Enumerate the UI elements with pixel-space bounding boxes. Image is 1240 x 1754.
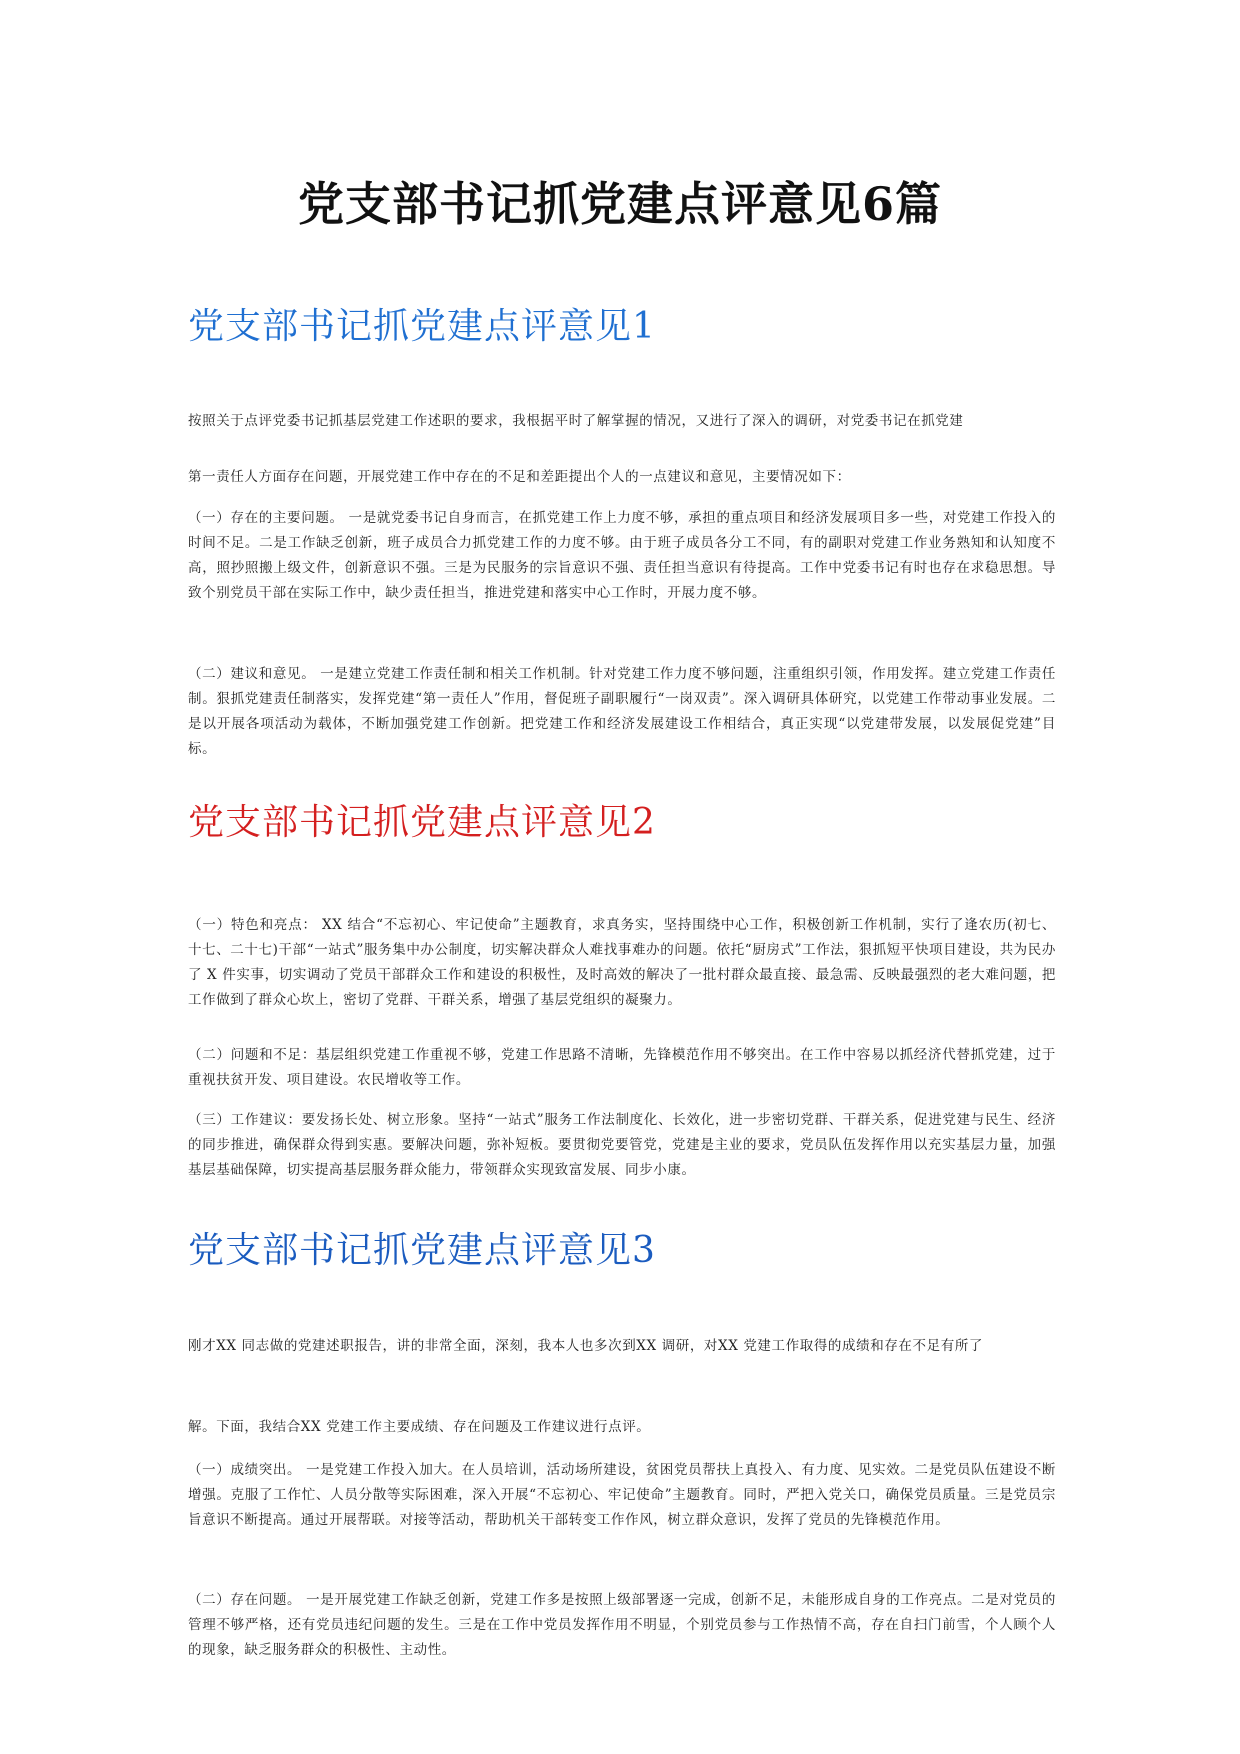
section-2-paragraph-3: （三）工作建议：要发扬长处、树立形象。坚持“一站式”服务工作法制度化、长效化，进一步密切党群、干群关系，促进党建与民生、经济的同步推进，确保群众得到实惠。要解决问题，弥补短板。要贯彻党要管党，党建是主业的要求，党员队伍发挥作用以充实基层力量，加强基层基础保障，切实提高基层服务群众能力，带领群众实现致富发展、同步小康。 <box>188 1112 1056 1178</box>
section-2-paragraph-2: （二）问题和不足：基层组织党建工作重视不够，党建工作思路不清晰，先锋模范作用不够突出。在工作中容易以抓经济代替抓党建，过于重视扶贫开发、项目建设。农民增收等工作。 <box>188 1047 1056 1088</box>
section-1-paragraph-1: 按照关于点评党委书记抓基层党建工作述职的要求，我根据平时了解掌握的情况，又进行了深入的调研，对党委书记在抓党建 <box>188 413 964 429</box>
document-title: 党支部书记抓党建点评意见6篇 <box>297 177 942 231</box>
section-3-title: 党支部书记抓党建点评意见3 <box>188 1230 656 1271</box>
section-3-paragraph-1: 刚才XX 同志做的党建述职报告，讲的非常全面，深刻，我本人也多次到XX 调研，对XX 党建工作取得的成绩和存在不足有所了 <box>188 1338 984 1354</box>
section-1-paragraph-4: （二）建议和意见。 一是建立党建工作责任制和相关工作机制。针对党建工作力度不够问题，注重组织引领，作用发挥。建立党建工作责任制。狠抓党建责任制落实，发挥党建“第一责任人”作用，督促班子副职履行“一岗双责”。深入调研具体研究，以党建工作带动事业发展。二是以开展各项活动为载体，不断加强党建工作创新。把党建工作和经济发展建设工作相结合，真正实现“以党建带发展，以发展促党建”目标。 <box>188 666 1056 757</box>
section-3-paragraph-3: （一）成绩突出。 一是党建工作投入加大。在人员培训，活动场所建设，贫困党员帮扶上真投入、有力度、见实效。二是党员队伍建设不断增强。克服了工作忙、人员分散等实际困难，深入开展“不忘初心、牢记使命”主题教育。同时，严把入党关口，确保党员质量。三是党员宗旨意识不断提高。通过开展帮联。对接等活动，帮助机关干部转变工作作风，树立群众意识，发挥了党员的先锋模范作用。 <box>188 1462 1056 1528</box>
section-1-paragraph-2: 第一责任人方面存在问题，开展党建工作中存在的不足和差距提出个人的一点建议和意见，主要情况如下： <box>188 469 851 485</box>
section-3-paragraph-2: 解。下面，我结合XX 党建工作主要成绩、存在问题及工作建议进行点评。 <box>188 1419 651 1435</box>
section-3-paragraph-4: （二）存在问题。 一是开展党建工作缺乏创新，党建工作多是按照上级部署逐一完成，创新不足，未能形成自身的工作亮点。二是对党员的管理不够严格，还有党员违纪问题的发生。三是在工作中党员发挥作用不明显，个别党员参与工作热情不高，存在自扫门前雪，个人顾个人的现象，缺乏服务群众的积极性、主动性。 <box>188 1592 1056 1658</box>
section-1-paragraph-3: （一）存在的主要问题。 一是就党委书记自身而言，在抓党建工作上力度不够，承担的重点项目和经济发展项目多一些，对党建工作投入的时间不足。二是工作缺乏创新，班子成员合力抓党建工作的力度不够。由于班子成员各分工不同，有的副职对党建工作业务熟知和认知度不高，照抄照搬上级文件，创新意识不强。三是为民服务的宗旨意识不强、责任担当意识有待提高。工作中党委书记有时也存在求稳思想。导致个别党员干部在实际工作中，缺少责任担当，推进党建和落实中心工作时，开展力度不够。 <box>188 510 1056 601</box>
section-2-paragraph-1: （一）特色和亮点： XX 结合“不忘初心、牢记使命”主题教育，求真务实，坚持围绕中心工作，积极创新工作机制，实行了逢农历(初七、十七、二十七)干部“一站式”服务集中办公制度，切实解决群众人难找事难办的问题。依托“厨房式”工作法，狠抓短平快项目建设，共为民办了 X 件实事，切实调动了党员干部群众工作和建设的积极性，及时高效的解决了一批村群众最直接、最急需、反映最强烈的老大难问题，把工作做到了群众心坎上，密切了党群、干群关系，增强了基层党组织的凝聚力。 <box>188 917 1056 1008</box>
section-2-title: 党支部书记抓党建点评意见2 <box>188 802 656 843</box>
section-1-title: 党支部书记抓党建点评意见1 <box>188 306 656 347</box>
